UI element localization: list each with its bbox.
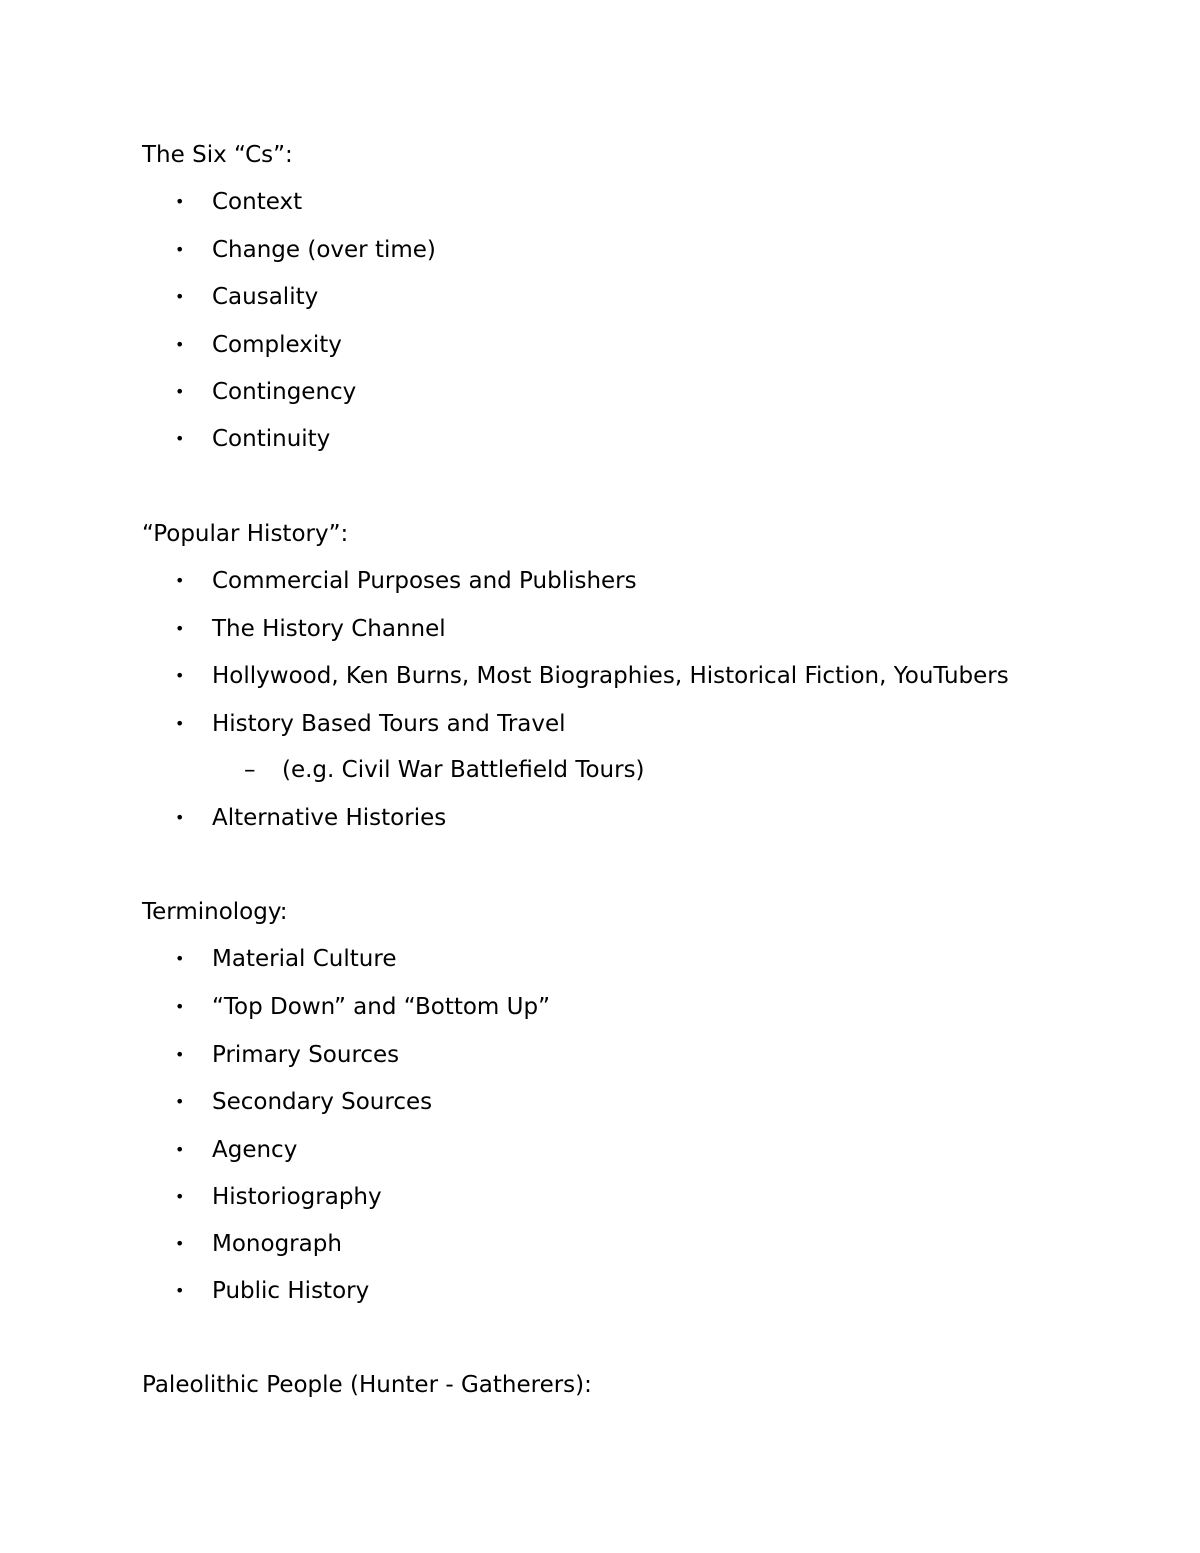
bullet: • [175,287,185,306]
list-item: Continuity [212,426,331,452]
list-item: Hollywood, Ken Burns, Most Biographies, Historical Fiction, YouTubers [212,663,1009,689]
list-item: Secondary Sources [212,1089,433,1115]
list-item: Alternative Histories [212,805,447,831]
bullet: • [175,619,185,638]
bullet: • [175,335,185,354]
bullet: • [175,808,185,827]
bullet: • [175,714,185,733]
bullet: • [175,1045,185,1064]
section-heading-terminology: Terminology: [142,899,288,925]
list-item: Primary Sources [212,1042,400,1068]
section-heading-popular-history: “Popular History”: [142,521,349,547]
bullet: • [175,192,185,211]
list-item: Material Culture [212,946,397,972]
list-item: Contingency [212,379,357,405]
bullet: • [175,666,185,685]
list-item: Causality [212,284,319,310]
bullet: • [175,1234,185,1253]
list-item: Agency [212,1137,298,1163]
bullet: • [175,1281,185,1300]
list-item: History Based Tours and Travel [212,711,566,737]
bullet: • [175,1092,185,1111]
list-item: The History Channel [212,616,446,642]
bullet: • [175,429,185,448]
dash-bullet: – [244,757,256,783]
bullet: • [175,571,185,590]
list-item: Complexity [212,332,342,358]
bullet: • [175,997,185,1016]
list-item: Historiography [212,1184,382,1210]
sub-list-item: (e.g. Civil War Battlefield Tours) [282,757,645,783]
bullet: • [175,240,185,259]
list-item: “Top Down” and “Bottom Up” [212,994,550,1020]
list-item: Change (over time) [212,237,436,263]
bullet: • [175,949,185,968]
list-item: Public History [212,1278,370,1304]
list-item: Commercial Purposes and Publishers [212,568,637,594]
bullet: • [175,1140,185,1159]
bullet: • [175,1187,185,1206]
list-item: Monograph [212,1231,342,1257]
list-item: Context [212,189,303,215]
section-heading-paleolithic-people: Paleolithic People (Hunter - Gatherers): [142,1372,592,1398]
section-heading-six-cs: The Six “Cs”: [142,142,293,168]
bullet: • [175,382,185,401]
